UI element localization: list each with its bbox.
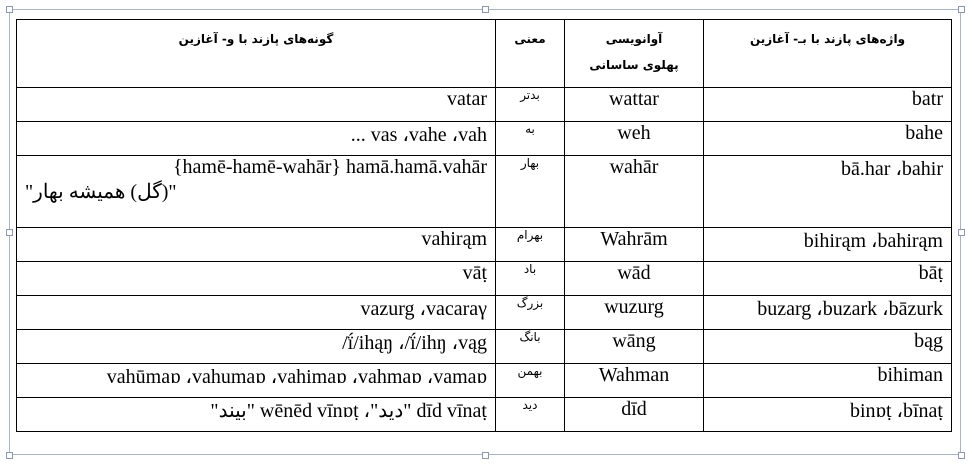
table-row bbox=[17, 122, 952, 156]
cell-pahlavi: wād bbox=[565, 262, 704, 296]
header-meaning: معنی bbox=[496, 20, 565, 88]
header-row bbox=[17, 20, 952, 88]
table-row bbox=[17, 364, 952, 398]
cell-pahlavi: wāng bbox=[565, 330, 704, 364]
resize-handle-top-right[interactable] bbox=[958, 6, 965, 13]
resize-handle-middle-left[interactable] bbox=[6, 229, 13, 236]
resize-handle-bottom-left[interactable] bbox=[6, 452, 13, 459]
cell-pahlavi: wattar bbox=[565, 88, 704, 122]
cell-v-form: vatar bbox=[17, 88, 496, 122]
table-row bbox=[17, 228, 952, 262]
resize-handle-top-left[interactable] bbox=[6, 6, 13, 13]
resize-handle-bottom-center[interactable] bbox=[482, 452, 489, 459]
table-row bbox=[17, 88, 952, 122]
cell-b-form: binɒṭ ،bīnaṭ bbox=[704, 398, 952, 432]
header-pahlavi-line1: آوانویسی bbox=[605, 32, 663, 46]
cell-meaning: بهرام bbox=[496, 228, 565, 262]
pazand-word-table bbox=[16, 19, 952, 432]
cell-v-form: vahūmaɒ ،vahumaɒ ،vahimaɒ ،vahmaɒ ،vamaɒ bbox=[17, 364, 496, 398]
cell-b-form: bihirąm ،bahirąm bbox=[704, 228, 952, 262]
cell-b-form: bihiman bbox=[704, 364, 952, 398]
cell-b-form: bąg bbox=[704, 330, 952, 364]
table-row bbox=[17, 296, 952, 330]
cell-b-form: bahe bbox=[704, 122, 952, 156]
resize-handle-middle-right[interactable] bbox=[958, 229, 965, 236]
table-row bbox=[17, 262, 952, 296]
cell-b-form: buzarg ،buzark ،bāzurk bbox=[704, 296, 952, 330]
cell-pahlavi: dīd bbox=[565, 398, 704, 432]
cell-v-form: /ḯ/ihąŋ ،/ḯ/ihŋ ،vąg bbox=[17, 330, 496, 364]
cell-meaning: دید bbox=[496, 398, 565, 432]
cell-v-form: vazurg ،vacaraγ bbox=[17, 296, 496, 330]
table-row bbox=[17, 330, 952, 364]
cell-pahlavi: weh bbox=[565, 122, 704, 156]
resize-handle-bottom-right[interactable] bbox=[958, 452, 965, 459]
cell-meaning: بزرگ bbox=[496, 296, 565, 330]
cell-meaning: بدتر bbox=[496, 88, 565, 122]
cell-pahlavi: Wahman bbox=[565, 364, 704, 398]
cell-v-form bbox=[17, 156, 496, 228]
cell-meaning: بهمن bbox=[496, 364, 565, 398]
cell-pahlavi: wahār bbox=[565, 156, 704, 228]
cell-meaning: به bbox=[496, 122, 565, 156]
header-pahlavi bbox=[565, 20, 704, 88]
cell-b-form: bā.har ،bahir bbox=[704, 156, 952, 228]
cell-b-form: batr bbox=[704, 88, 952, 122]
cell-v-form: ... vas ،vahe ،vah bbox=[17, 122, 496, 156]
header-forms-b: واژه‌های پازند با بـ- آغازین bbox=[704, 20, 952, 88]
table-row bbox=[17, 156, 952, 228]
header-pahlavi-line2: پهلوی ساسانی bbox=[589, 58, 679, 72]
cell-pahlavi: wuzurg bbox=[565, 296, 704, 330]
cell-v-form: "بیند" wēnēd vīnɒṭ ،"دید" dīd vīnaṭ bbox=[17, 398, 496, 432]
cell-v-form-line1: {hamē-hamē-wahār} hamā.hamā.vahār bbox=[172, 156, 487, 178]
cell-v-form-line2: "(گل) همیشه بهار" bbox=[25, 181, 177, 203]
cell-meaning: باد bbox=[496, 262, 565, 296]
cell-pahlavi: Wahrām bbox=[565, 228, 704, 262]
cell-meaning: بهار bbox=[496, 156, 565, 228]
cell-b-form: bāṭ bbox=[704, 262, 952, 296]
cell-v-form: vahirąm bbox=[17, 228, 496, 262]
table-row bbox=[17, 398, 952, 432]
resize-handle-top-center[interactable] bbox=[482, 6, 489, 13]
cell-meaning: بانگ bbox=[496, 330, 565, 364]
cell-v-form: vāṭ bbox=[17, 262, 496, 296]
header-forms-v: گونه‌های پازند با و- آغازین bbox=[17, 20, 496, 88]
